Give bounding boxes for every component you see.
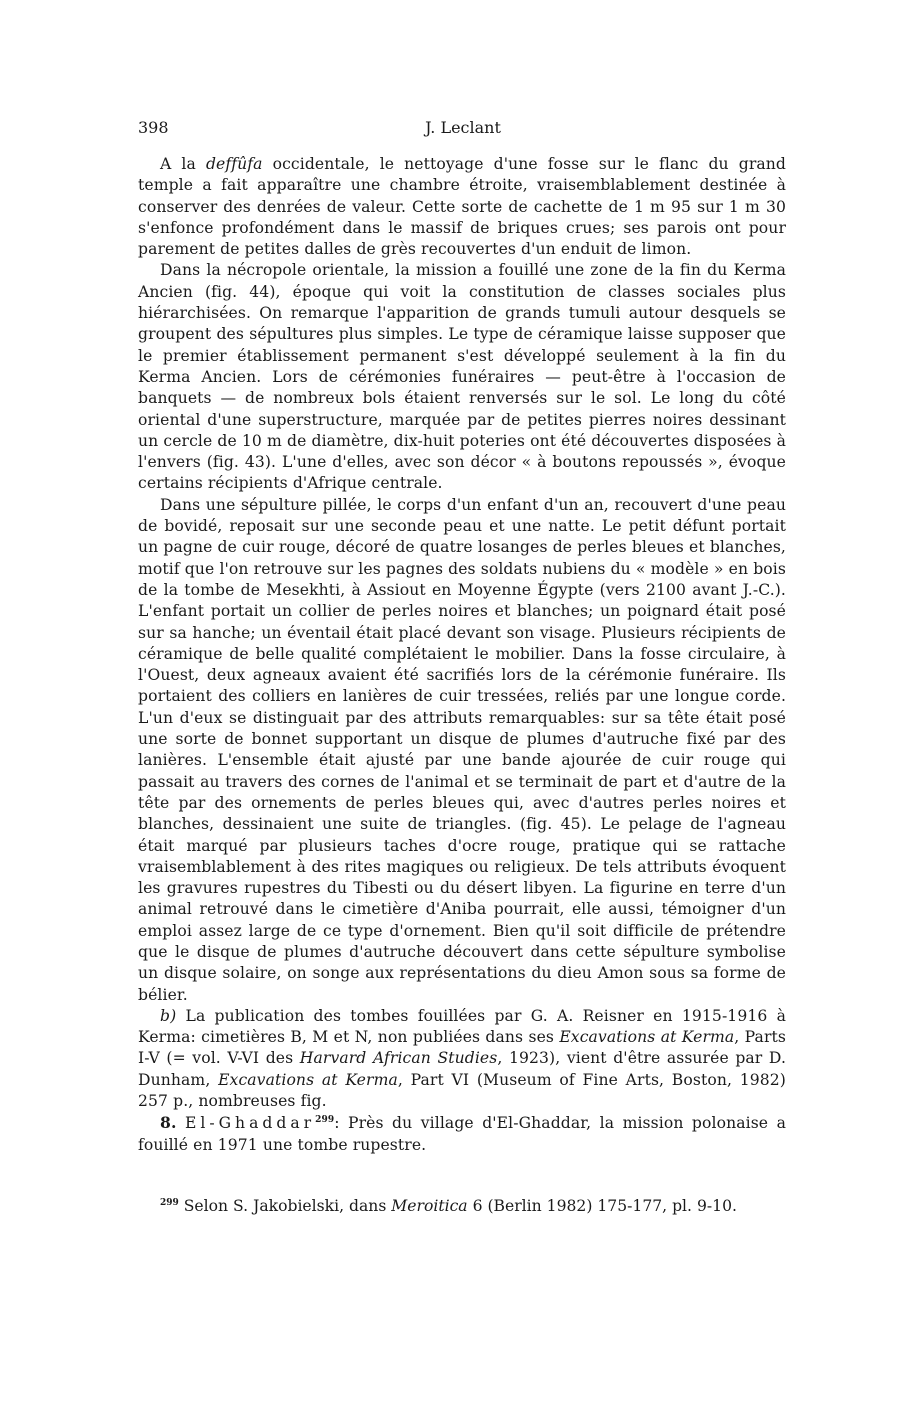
page-header xyxy=(138,118,788,142)
footnote xyxy=(160,1196,790,1217)
paragraph-5-text: : Près du village d'El-Ghaddar, la mission polonaise a fouillé en 1971 une tombe rupestre. xyxy=(138,1114,786,1154)
running-head: J. Leclant xyxy=(425,118,501,137)
paragraph-4-text-h: , Part VI (Museum of Fine Arts, Boston, 1982) 257 p., nombreuses fig. xyxy=(138,1070,786,1111)
footnote-journal: Meroitica xyxy=(391,1197,468,1215)
paragraph-1-text-c: occidentale, le nettoyage d'une fosse sur le flanc du grand temple a fait apparaître une chambre étroite, vraisemblablement destinée à conserver des denrées de valeur. Cette sorte de cachette de 1 m 95 sur 1 m 30 s'enfonce profondément dans le massif de briques crues; ses parois ont pour parement de petites dalles de grès recouvertes d'un enduit de limon. xyxy=(138,155,786,259)
paragraph-3: Dans une sépulture pillée, le corps d'un enfant d'un an, recouvert d'une peau de bovidé, reposait sur une seconde peau et une natte. Le petit défunt portait un pagne de cuir rouge, décoré de quatre losanges de perles bleues et blanches, motif que l'on retrouve sur les pagnes des soldats nubiens du « modèle » en bois de la tombe de Mesekhti, à Assiout en Moyenne Égypte (vers 2100 avant J.-C.). L'enfant portait un collier de perles noires et blanches; un poignard était posé sur sa hanche; un éventail était placé devant son visage. Plusieurs récipients de céramique de belle qualité complétaient le mobilier. Dans la fosse circulaire, à l'Ouest, deux agneaux avaient été sacrifiés lors de la cérémonie funéraire. Ils portaient des colliers en lanières de cuir tressées, reliés par une longue corde. L'un d'eux se distinguait par des attributs remarquables: sur sa tête était posé une sorte de bonnet supportant un disque de plumes d'autruche fixé par des lanières. L'ensemble était ajusté par une bande ajourée de cuir rouge qui passait au travers des cornes de l'animal et se terminait de part et d'autre de la tête par des ornements de perles bleues qui, avec d'autres perles noires et blanches, dessinaient une suite de triangles. (fig. 45). Le pelage de l'agneau était marqué par plusieurs taches d'ocre rouge, pratique qui se rattache vraisemblablement à des rites magiques ou religieux. De tels attributs évoquent les gravures rupestres du Tibesti ou du désert libyen. La figurine en terre d'un animal retrouvé dans le cimetière d'Aniba pourrait, elle aussi, témoigner d'un emploi assez large de ce type d'ornement. Bien qu'il soit difficile de prétendre que le disque de plumes d'autruche découvert dans cette sépulture symbolise un disque solaire, on songe aux représentations du dieu Amon sous sa forme de bélier. xyxy=(138,495,786,1004)
paragraph-4-title-1: Excavations at Kerma xyxy=(559,1028,735,1047)
paragraph-4-label: b) xyxy=(160,1006,177,1025)
page-number: 398 xyxy=(138,118,169,137)
paragraph-4 xyxy=(138,1006,786,1112)
paragraph-2: Dans la nécropole orientale, la mission a fouillé une zone de la fin du Kerma Ancien (fig. 44), époque qui voit la constitution de classes sociales plus hiérarchisées. On remarque l'apparition de grands tumuli autour desquels se groupent des sépultures plus simples. Le type de céramique laisse supposer que le premier établissement permanent s'est développé seulement à la fin du Kerma Ancien. Lors de cérémonies funéraires — peut-être à l'occasion de banquets — de nombreux bols étaient renversés sur le sol. Le long du côté oriental d'une superstructure, marquée par de petites pierres noires dessinant un cercle de 10 m de diamètre, dix-huit poteries ont été découvertes disposées à l'envers (fig. 43). L'une d'elles, avec son décor « à boutons repoussés », évoque certains récipients d'Afrique centrale. xyxy=(138,261,786,493)
paragraph-4-title-3: Excavations at Kerma xyxy=(218,1070,398,1089)
footnote-text-c: 6 (Berlin 1982) 175-177, pl. 9-10. xyxy=(467,1197,737,1215)
paragraph-4-text-b: La publication des tombes fouillées par G. A. Reisner en 1915-1916 à Kerma: cimetières B, M et N, non publiées dans ses xyxy=(138,1006,786,1047)
section-number: 8. xyxy=(160,1113,177,1133)
paragraph-5 xyxy=(138,1112,786,1156)
section-place-name: El-Ghaddar xyxy=(184,1114,316,1133)
footnote-text-a: Selon S. Jakobielski, dans xyxy=(178,1197,392,1215)
paragraph-4-text-d: , Parts I-V (= vol. V-VI des xyxy=(138,1028,786,1068)
paragraph-1-italic: deffûfa xyxy=(205,155,263,173)
paragraph-4-title-2: Harvard African Studies xyxy=(299,1049,498,1068)
paragraph-1 xyxy=(138,154,786,260)
body-text xyxy=(138,154,786,1156)
paragraph-4-text-f: , 1923), vient d'être assurée par D. Dunham, xyxy=(138,1049,787,1089)
paragraph-1-text-a: A la xyxy=(160,155,206,173)
footnote-reference: 299 xyxy=(315,1115,335,1126)
footnote-number: 299 xyxy=(160,1197,179,1208)
